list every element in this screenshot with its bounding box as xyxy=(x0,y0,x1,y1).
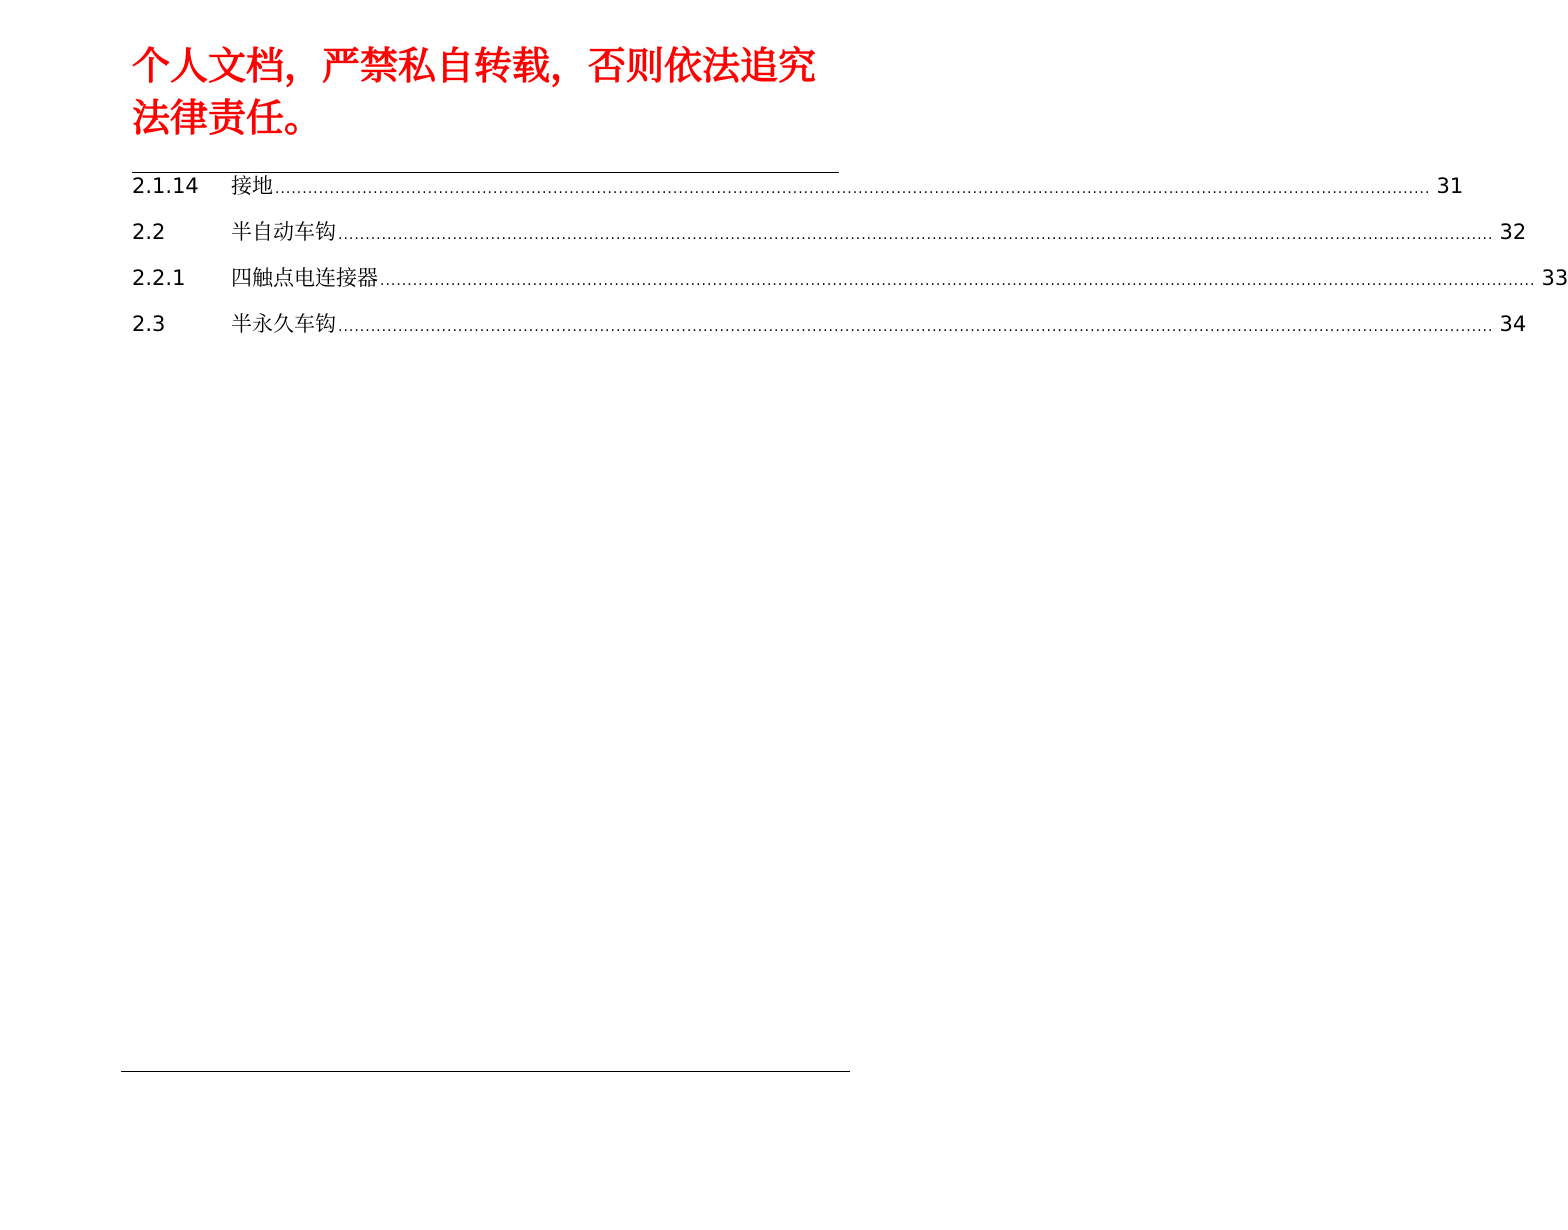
copyright-notice: 个人文档，严禁私自转载，否则依法追究法律责任。 xyxy=(132,43,817,140)
toc-entry-number: 2.1.14 xyxy=(132,174,199,198)
toc-entry-title: 半自动车钩 xyxy=(231,220,336,244)
toc-dot-leader: .................................................................................................................................................................................................................... xyxy=(380,273,1536,289)
toc-dot-leader: .................................................................................................................................................................................................................... xyxy=(338,319,1494,335)
toc-entry-page: 32 xyxy=(1499,220,1527,244)
toc-entry-page: 31 xyxy=(1436,174,1464,198)
toc-entry-title: 接地 xyxy=(231,174,273,198)
toc-entry[interactable] xyxy=(132,218,1527,264)
toc-entry-number: 2.2 xyxy=(132,220,166,244)
toc-entry[interactable] xyxy=(132,264,1568,310)
toc-entry-page: 33 xyxy=(1541,266,1568,290)
toc-entry-title: 四触点电连接器 xyxy=(231,266,378,290)
toc-entry[interactable] xyxy=(132,310,1527,356)
footer-rule xyxy=(121,1071,850,1072)
toc-entry-page: 34 xyxy=(1499,312,1527,336)
toc-entry[interactable] xyxy=(132,172,1464,218)
toc-dot-leader: .................................................................................................................................................................................................................... xyxy=(338,227,1494,243)
toc-entry-number: 2.3 xyxy=(132,312,166,336)
table-of-contents xyxy=(132,172,1568,356)
toc-entry-title: 半永久车钩 xyxy=(231,312,336,336)
toc-entry-number: 2.2.1 xyxy=(132,266,186,290)
toc-dot-leader: .................................................................................................................................................................................................................... xyxy=(275,181,1431,197)
